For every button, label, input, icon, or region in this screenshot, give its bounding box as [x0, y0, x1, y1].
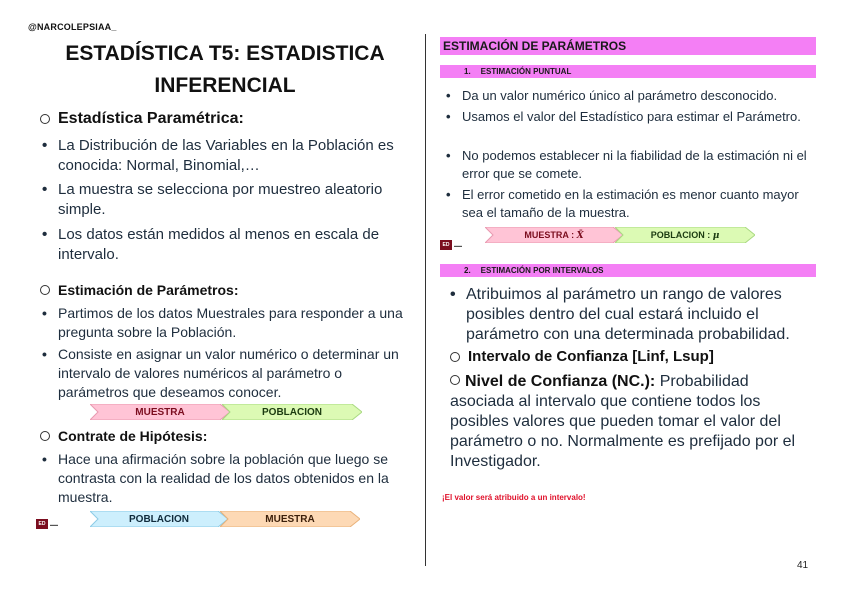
bullet-puntual-1: • Da un valor numérico único al parámetro desconocido. — [446, 88, 778, 103]
circle-bullet-icon — [40, 285, 50, 295]
arrow-segment-poblacion: POBLACION — [90, 511, 228, 527]
arrow-segment-muestra-xbar: MUESTRA : X̄ — [485, 227, 623, 243]
subheader-intervalos: 2. ESTIMACIÓN POR INTERVALOS — [440, 264, 816, 277]
bullet-puntual-3: • No podemos establecer ni la fiabilidad de la estimación ni el error que se comete. — [446, 148, 807, 181]
logo-icon: ED — [36, 519, 48, 529]
subheader-puntual: 1. ESTIMACIÓN PUNTUAL — [440, 65, 816, 78]
heading-parametrica: Estadística Paramétrica: — [40, 110, 244, 128]
arrow-segment-muestra: MUESTRA — [90, 404, 230, 420]
title-line-1: ESTADÍSTICA T5: ESTADISTICA — [65, 42, 385, 65]
arrow-segment-poblacion-mu: POBLACION : μ — [615, 227, 755, 243]
bullet-parametrica-2: • La muestra se selecciona por muestreo aleatorio simple. — [42, 181, 383, 218]
heading-intervalo-confianza: Intervalo de Confianza [Linf, Lsup] — [450, 348, 714, 365]
bullet-contraste-1: • Hace una afirmación sobre la población que luego se contrasta con la realidad de los datos obtenidos en la muestra. — [42, 451, 389, 505]
author-handle: @NARCOLEPSIAA_ — [28, 22, 117, 32]
heading-estimacion: Estimación de Parámetros: — [40, 282, 239, 298]
page-title — [40, 38, 410, 102]
circle-bullet-icon — [40, 431, 50, 441]
page-number: 41 — [797, 560, 809, 571]
heading-contraste: Contrate de Hipótesis: — [40, 428, 207, 444]
arrow-segment-muestra: MUESTRA — [220, 511, 360, 527]
arrow-muestra-poblacion-symbols — [485, 226, 755, 244]
arrow-muestra-poblacion — [90, 403, 362, 421]
bullet-estimacion-1: • Partimos de los datos Muestrales para responder a una pregunta sobre la Población. — [42, 305, 403, 340]
circle-bullet-icon — [450, 352, 460, 362]
arrow-segment-poblacion: POBLACION — [222, 404, 362, 420]
bullet-parametrica-3: • Los datos están medidos al menos en escala de intervalo. — [42, 226, 380, 263]
circle-bullet-icon — [40, 114, 50, 124]
circle-bullet-icon — [450, 375, 460, 385]
logo-left: ED ▬▬ — [36, 519, 58, 529]
bullet-parametrica-1: • La Distribución de las Variables en la Población es conocida: Normal, Binomial,… — [42, 137, 394, 174]
bullet-intervalos-1: • Atribuimos al parámetro un rango de valores posibles dentro del cual estará incluido el parámetro con una determinada probabilidad. — [450, 286, 790, 343]
logo-icon: ED — [440, 240, 452, 250]
bullet-puntual-2: • Usamos el valor del Estadístico para estimar el Parámetro. — [446, 109, 801, 124]
column-divider — [425, 34, 426, 566]
title-line-2: INFERENCIAL — [154, 74, 296, 97]
nivel-confianza-block: Nivel de Confianza (NC.): Probabilidad asociada al intervalo que contiene todos los posibles valores que pueden tomar el valor del parámetro o no. Normalmente es prefijado por el Investigador. — [450, 373, 796, 470]
arrow-poblacion-muestra — [90, 510, 360, 528]
section-header-estimacion: ESTIMACIÓN DE PARÁMETROS — [440, 37, 816, 55]
note-interval: ¡El valor será atribuido a un intervalo! — [442, 493, 586, 502]
bullet-estimacion-2: • Consiste en asignar un valor numérico o determinar un intervalo de valores numéricos al parámetro o parámetros que deseamos conocer. — [42, 346, 399, 400]
bullet-puntual-4: • El error cometido en la estimación es menor cuanto mayor sea el tamaño de la muestra. — [446, 187, 799, 220]
logo-right: ED ▬▬ — [440, 240, 462, 250]
